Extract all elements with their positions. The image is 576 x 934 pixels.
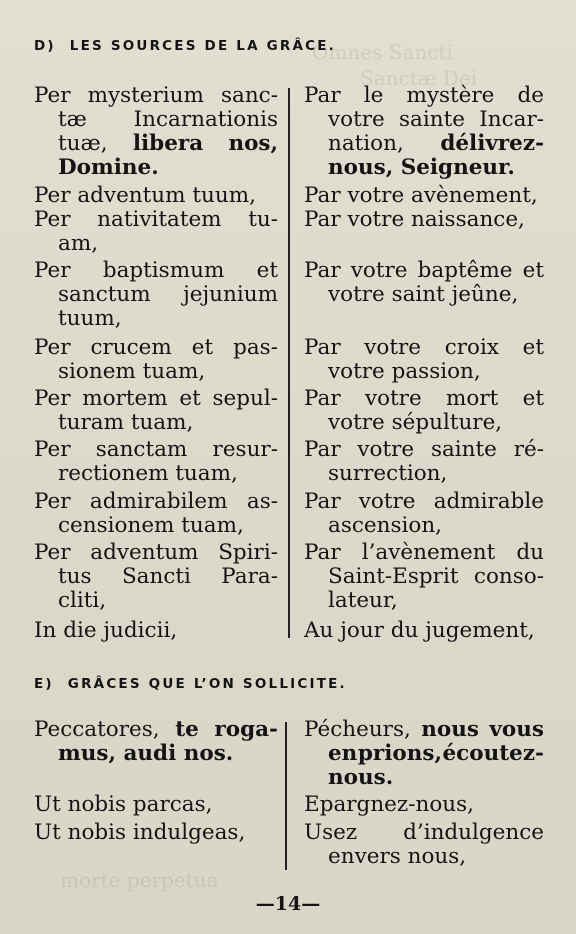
verse-word: sepul-	[212, 386, 278, 411]
response-word: nous	[421, 717, 479, 742]
verse-word: Par	[304, 183, 348, 208]
verse-word: Per	[34, 258, 71, 283]
verse-word: et	[191, 335, 214, 360]
response-word: nous,	[328, 155, 401, 180]
response-word: vous	[489, 717, 544, 742]
verse-word: votre	[328, 359, 392, 384]
section-e-title: GRÂCES QUE L’ON SOLLICITE.	[67, 676, 347, 692]
verse-word: nobis	[67, 820, 133, 845]
section-d-letter: D)	[34, 38, 56, 54]
verse-line	[34, 742, 278, 766]
verse-word: saint	[391, 282, 452, 307]
verse-word: et	[522, 335, 544, 360]
verse-line	[34, 283, 278, 307]
verse-word: baptême	[417, 258, 513, 283]
response-word: nous.	[328, 765, 394, 790]
verse-word: conso-	[473, 564, 544, 589]
verse-word: sanctum	[58, 282, 151, 307]
verse-word: avènement,	[411, 183, 538, 208]
verse-word: sainte	[399, 107, 465, 132]
response-word: prions,	[357, 741, 442, 766]
verse-line	[304, 718, 544, 742]
verse-word: le	[363, 83, 384, 108]
verse-word: votre	[364, 386, 422, 411]
verse-word: sanctam	[95, 437, 188, 462]
verse-line	[34, 793, 278, 817]
verse-word: Par	[304, 386, 341, 411]
verse-word: judicii,	[103, 618, 178, 643]
verse-line	[304, 541, 544, 565]
verse-word: Pécheurs,	[304, 717, 411, 742]
verse-word: ré-	[513, 437, 544, 462]
verse-line	[304, 387, 544, 411]
verse-word: du	[390, 618, 426, 643]
response-word: nos.	[183, 741, 234, 766]
verse-word: adventum	[90, 540, 199, 565]
verse-word: tuam,	[142, 359, 206, 384]
verse-word: Par	[304, 489, 341, 514]
verse-word: nobis	[67, 792, 133, 817]
verse-word: turam	[58, 410, 131, 435]
verse-line	[34, 718, 278, 742]
verse-word: as-	[246, 489, 278, 514]
verse-line	[304, 156, 544, 180]
verse-word: tuam,	[175, 461, 238, 486]
verse-line	[304, 259, 544, 283]
verse-word: Epargnez-nous,	[304, 792, 474, 817]
verse-word: Per	[34, 437, 71, 462]
verse-word: nation,	[328, 131, 404, 156]
verse-line	[34, 821, 278, 845]
verse-word: envers	[328, 844, 408, 869]
latin-invocation	[34, 184, 278, 208]
verse-word: tus	[58, 564, 92, 589]
latin-invocation	[34, 619, 278, 643]
verse-word: Saint-Esprit	[328, 564, 459, 589]
verse-word: pas-	[233, 335, 278, 360]
verse-word: tuum,	[58, 306, 122, 331]
french-invocation	[304, 793, 544, 817]
verse-word: Incar-	[479, 107, 544, 132]
latin-invocation	[34, 336, 278, 384]
verse-word: tuam,	[181, 513, 244, 538]
column-divider	[285, 722, 287, 870]
verse-word: et	[522, 386, 544, 411]
verse-word: et	[522, 258, 544, 283]
verse-word: parcas,	[132, 792, 213, 817]
latin-invocation	[34, 259, 278, 331]
verse-word: Per	[34, 83, 71, 108]
verse-word: Usez	[304, 820, 358, 845]
verse-word: jejunium	[183, 282, 278, 307]
verse-word: sépulture,	[391, 410, 503, 435]
response-word: libera	[132, 131, 204, 156]
verse-word: tuum,	[192, 183, 256, 208]
verse-word: Par	[304, 335, 341, 360]
verse-line	[34, 589, 278, 613]
verse-word: sionem	[58, 359, 143, 384]
verse-line	[34, 336, 278, 360]
verse-word: du	[516, 540, 544, 565]
verse-word: admirable	[433, 489, 544, 514]
verse-line	[304, 283, 544, 307]
verse-line	[304, 793, 544, 817]
verse-word: am,	[58, 231, 99, 256]
verse-line	[304, 336, 544, 360]
verse-word: die	[63, 618, 104, 643]
verse-line	[34, 360, 278, 384]
verse-word: Au	[304, 618, 341, 643]
verse-word: Par	[304, 540, 341, 565]
verse-line	[34, 108, 278, 132]
french-invocation	[304, 718, 544, 790]
response-word: audi	[123, 741, 184, 766]
french-invocation	[304, 490, 544, 538]
verse-word: jeûne,	[451, 282, 519, 307]
verse-word: tuam,	[130, 410, 194, 435]
verse-word: sainte	[430, 437, 497, 462]
verse-word: sanc-	[220, 83, 278, 108]
verse-word: et	[179, 386, 201, 411]
verse-word: de	[517, 83, 544, 108]
verse-word: Per	[34, 183, 78, 208]
verse-line	[34, 541, 278, 565]
latin-invocation	[34, 208, 278, 256]
verse-word: Par	[304, 207, 348, 232]
verse-word: et	[256, 258, 278, 283]
french-invocation	[304, 84, 544, 180]
verse-word: admirabilem	[89, 489, 228, 514]
verse-word: Ut	[34, 820, 68, 845]
verse-word: votre	[328, 282, 392, 307]
section-d-title: LES SOURCES DE LA GRÂCE.	[69, 38, 336, 54]
verse-word: In	[34, 618, 64, 643]
verse-word: l’avènement	[361, 540, 496, 565]
verse-word: Par	[304, 258, 341, 283]
verse-line	[304, 589, 544, 613]
verse-line	[34, 462, 278, 486]
verse-line	[304, 845, 544, 869]
verse-word: baptismum	[102, 258, 225, 283]
french-invocation	[304, 208, 544, 232]
verse-line	[304, 514, 544, 538]
verse-word: Per	[34, 489, 71, 514]
verse-word: tu-	[248, 207, 278, 232]
verse-word: mortem	[82, 386, 168, 411]
latin-invocation	[34, 793, 278, 817]
latin-invocation	[34, 490, 278, 538]
verse-line	[304, 490, 544, 514]
response-word: écoutez-	[442, 741, 544, 766]
verse-line	[34, 156, 278, 180]
verse-word: crucem	[90, 335, 172, 360]
verse-line	[304, 84, 544, 108]
section-d-heading	[34, 38, 336, 54]
verse-word: Ut	[34, 792, 68, 817]
verse-line	[304, 108, 544, 132]
verse-word: nativitatem	[97, 207, 222, 232]
verse-line	[304, 619, 544, 643]
verse-word: Per	[34, 335, 71, 360]
verse-line	[304, 766, 544, 790]
response-word: en	[328, 741, 358, 766]
verse-line	[304, 132, 544, 156]
verse-line	[34, 411, 278, 435]
response-word: délivrez-	[440, 131, 544, 156]
verse-word: votre	[347, 207, 412, 232]
verse-line	[34, 514, 278, 538]
verse-line	[304, 821, 544, 845]
french-invocation	[304, 438, 544, 486]
verse-line	[304, 462, 544, 486]
french-invocation	[304, 387, 544, 435]
verse-word: mystère	[406, 83, 495, 108]
section-e-heading	[34, 676, 347, 692]
verse-line	[34, 387, 278, 411]
verse-line	[34, 259, 278, 283]
verse-word: jour	[340, 618, 391, 643]
verse-line	[34, 132, 278, 156]
verse-word: Peccatores,	[34, 717, 160, 742]
verse-word: Spiri-	[218, 540, 278, 565]
latin-invocation	[34, 821, 278, 845]
latin-invocation	[34, 718, 278, 766]
verse-word: votre	[364, 335, 422, 360]
verse-word: votre	[328, 107, 385, 132]
verse-word: ascension,	[328, 513, 442, 538]
verse-word: tæ	[58, 107, 87, 132]
verse-word: votre	[350, 258, 408, 283]
verse-word: cliti,	[58, 588, 107, 613]
latin-invocation	[34, 438, 278, 486]
section-e-letter: E)	[34, 676, 54, 692]
french-invocation	[304, 541, 544, 613]
response-word: Seigneur.	[400, 155, 515, 180]
verse-word: adventum	[77, 183, 193, 208]
verse-line	[34, 184, 278, 208]
verse-line	[34, 232, 278, 256]
french-invocation	[304, 619, 544, 643]
verse-line	[304, 360, 544, 384]
verse-word: jugement,	[425, 618, 535, 643]
verse-word: nous,	[407, 844, 467, 869]
verse-word: tuæ,	[58, 131, 108, 156]
verse-word: mysterium	[87, 83, 204, 108]
french-invocation	[304, 184, 544, 208]
verse-line	[34, 565, 278, 589]
verse-word: Para-	[221, 564, 278, 589]
verse-word: naissance,	[411, 207, 525, 232]
verse-word: votre	[328, 410, 392, 435]
verse-word: passion,	[391, 359, 481, 384]
verse-line	[34, 208, 278, 232]
verse-word: Par	[304, 437, 341, 462]
verse-word: votre	[357, 437, 415, 462]
french-invocation	[304, 821, 544, 869]
response-word: roga-	[214, 717, 278, 742]
verse-word: croix	[444, 335, 499, 360]
response-word: Domine.	[58, 155, 159, 180]
verse-word: Sancti	[121, 564, 191, 589]
verse-word: censionem	[58, 513, 182, 538]
verse-word: votre	[347, 183, 412, 208]
verse-word: lateur,	[328, 588, 398, 613]
verse-line	[304, 184, 544, 208]
verse-line	[304, 438, 544, 462]
verse-line	[304, 742, 544, 766]
verse-word: Per	[34, 386, 71, 411]
verse-line	[304, 411, 544, 435]
verse-word: Per	[34, 207, 71, 232]
latin-invocation	[34, 84, 278, 180]
verse-word: indulgeas,	[132, 820, 246, 845]
verse-word: mort	[446, 386, 499, 411]
verse-word: Par	[304, 83, 341, 108]
show-through-text: Omnes Sancti	[312, 40, 453, 64]
verse-line	[34, 619, 278, 643]
french-invocation	[304, 259, 544, 307]
verse-line	[304, 208, 544, 232]
verse-word: resur-	[212, 437, 278, 462]
latin-invocation	[34, 387, 278, 435]
french-invocation	[304, 336, 544, 384]
verse-line	[34, 490, 278, 514]
verse-line	[34, 84, 278, 108]
verse-word: votre	[358, 489, 416, 514]
verse-word: d’indulgence	[403, 820, 544, 845]
response-word: nos,	[228, 131, 278, 156]
column-divider	[288, 88, 290, 638]
verse-word: Per	[34, 540, 71, 565]
show-through-text: morte perpetua	[60, 868, 219, 892]
verse-word: Incarnationis	[133, 107, 278, 132]
response-word: te	[175, 717, 199, 742]
latin-invocation	[34, 541, 278, 613]
verse-line	[34, 438, 278, 462]
verse-line	[304, 565, 544, 589]
verse-word: surrection,	[328, 461, 448, 486]
response-word: mus,	[58, 741, 124, 766]
verse-word: rectionem	[58, 461, 176, 486]
page-number: —14—	[255, 893, 321, 915]
verse-line	[34, 307, 278, 331]
show-through-text: Sanctæ Dei	[360, 66, 478, 90]
